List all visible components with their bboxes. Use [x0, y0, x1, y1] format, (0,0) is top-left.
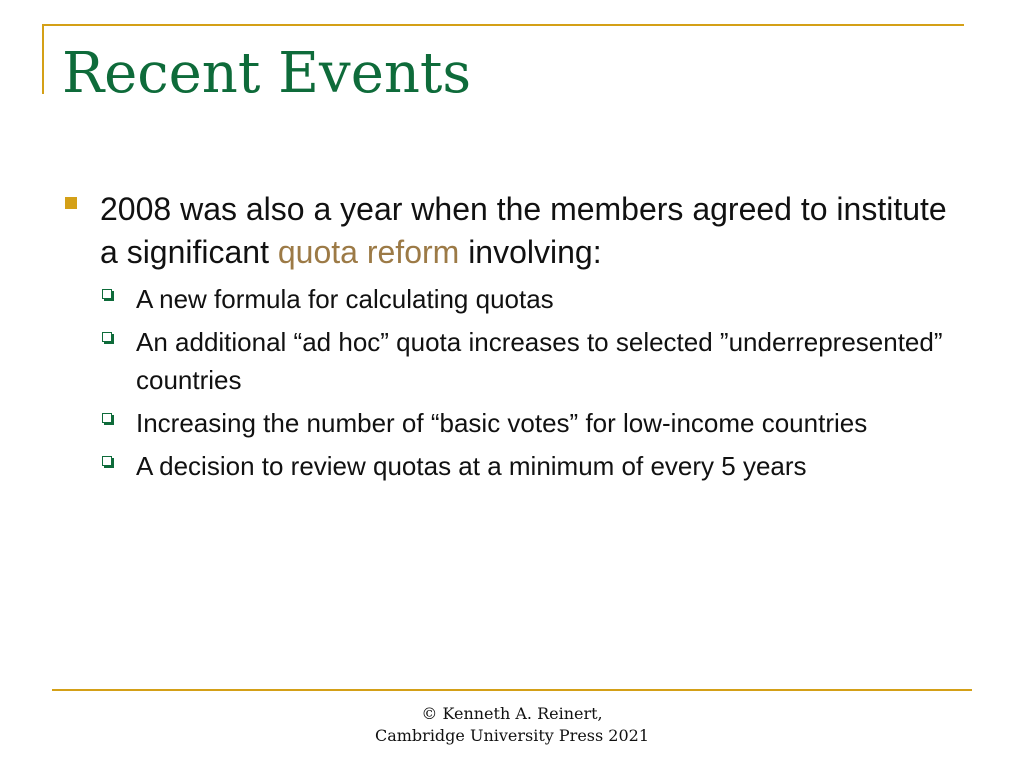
footer-line-publisher: Cambridge University Press 2021	[374, 726, 650, 745]
sub-bullet-text: A new formula for calculating quotas	[136, 284, 554, 314]
sub-bullet-item	[62, 447, 962, 485]
checkbox-bullet-icon	[102, 332, 112, 342]
sub-bullet-list	[62, 280, 962, 485]
sub-bullet-item	[62, 323, 962, 399]
footer-line-author: © Kenneth A. Reinert,	[421, 704, 603, 723]
top-rule	[44, 24, 964, 26]
sub-bullet-item	[62, 404, 962, 442]
footer-copyright	[0, 703, 1024, 747]
main-bullet-text-start: 2008 was also a year when the members agreed to institute a significant	[100, 191, 947, 270]
slide-content	[62, 188, 962, 490]
bottom-rule	[52, 689, 972, 691]
sub-bullet-text: A decision to review quotas at a minimum of every 5 years	[136, 451, 807, 481]
sub-bullet-text: An additional “ad hoc” quota increases to selected ”underrepresented” countries	[136, 327, 943, 395]
square-bullet-icon	[65, 197, 77, 209]
left-rule	[42, 24, 44, 94]
checkbox-bullet-icon	[102, 413, 112, 423]
sub-bullet-item	[62, 280, 962, 318]
main-bullet-item	[62, 188, 962, 274]
checkbox-bullet-icon	[102, 289, 112, 299]
slide-title: Recent Events	[62, 41, 472, 106]
quota-reform-highlight: quota reform	[277, 234, 460, 270]
main-bullet-text-end: involving:	[459, 234, 602, 270]
sub-bullet-text: Increasing the number of “basic votes” for low-income countries	[136, 408, 868, 438]
checkbox-bullet-icon	[102, 456, 112, 466]
